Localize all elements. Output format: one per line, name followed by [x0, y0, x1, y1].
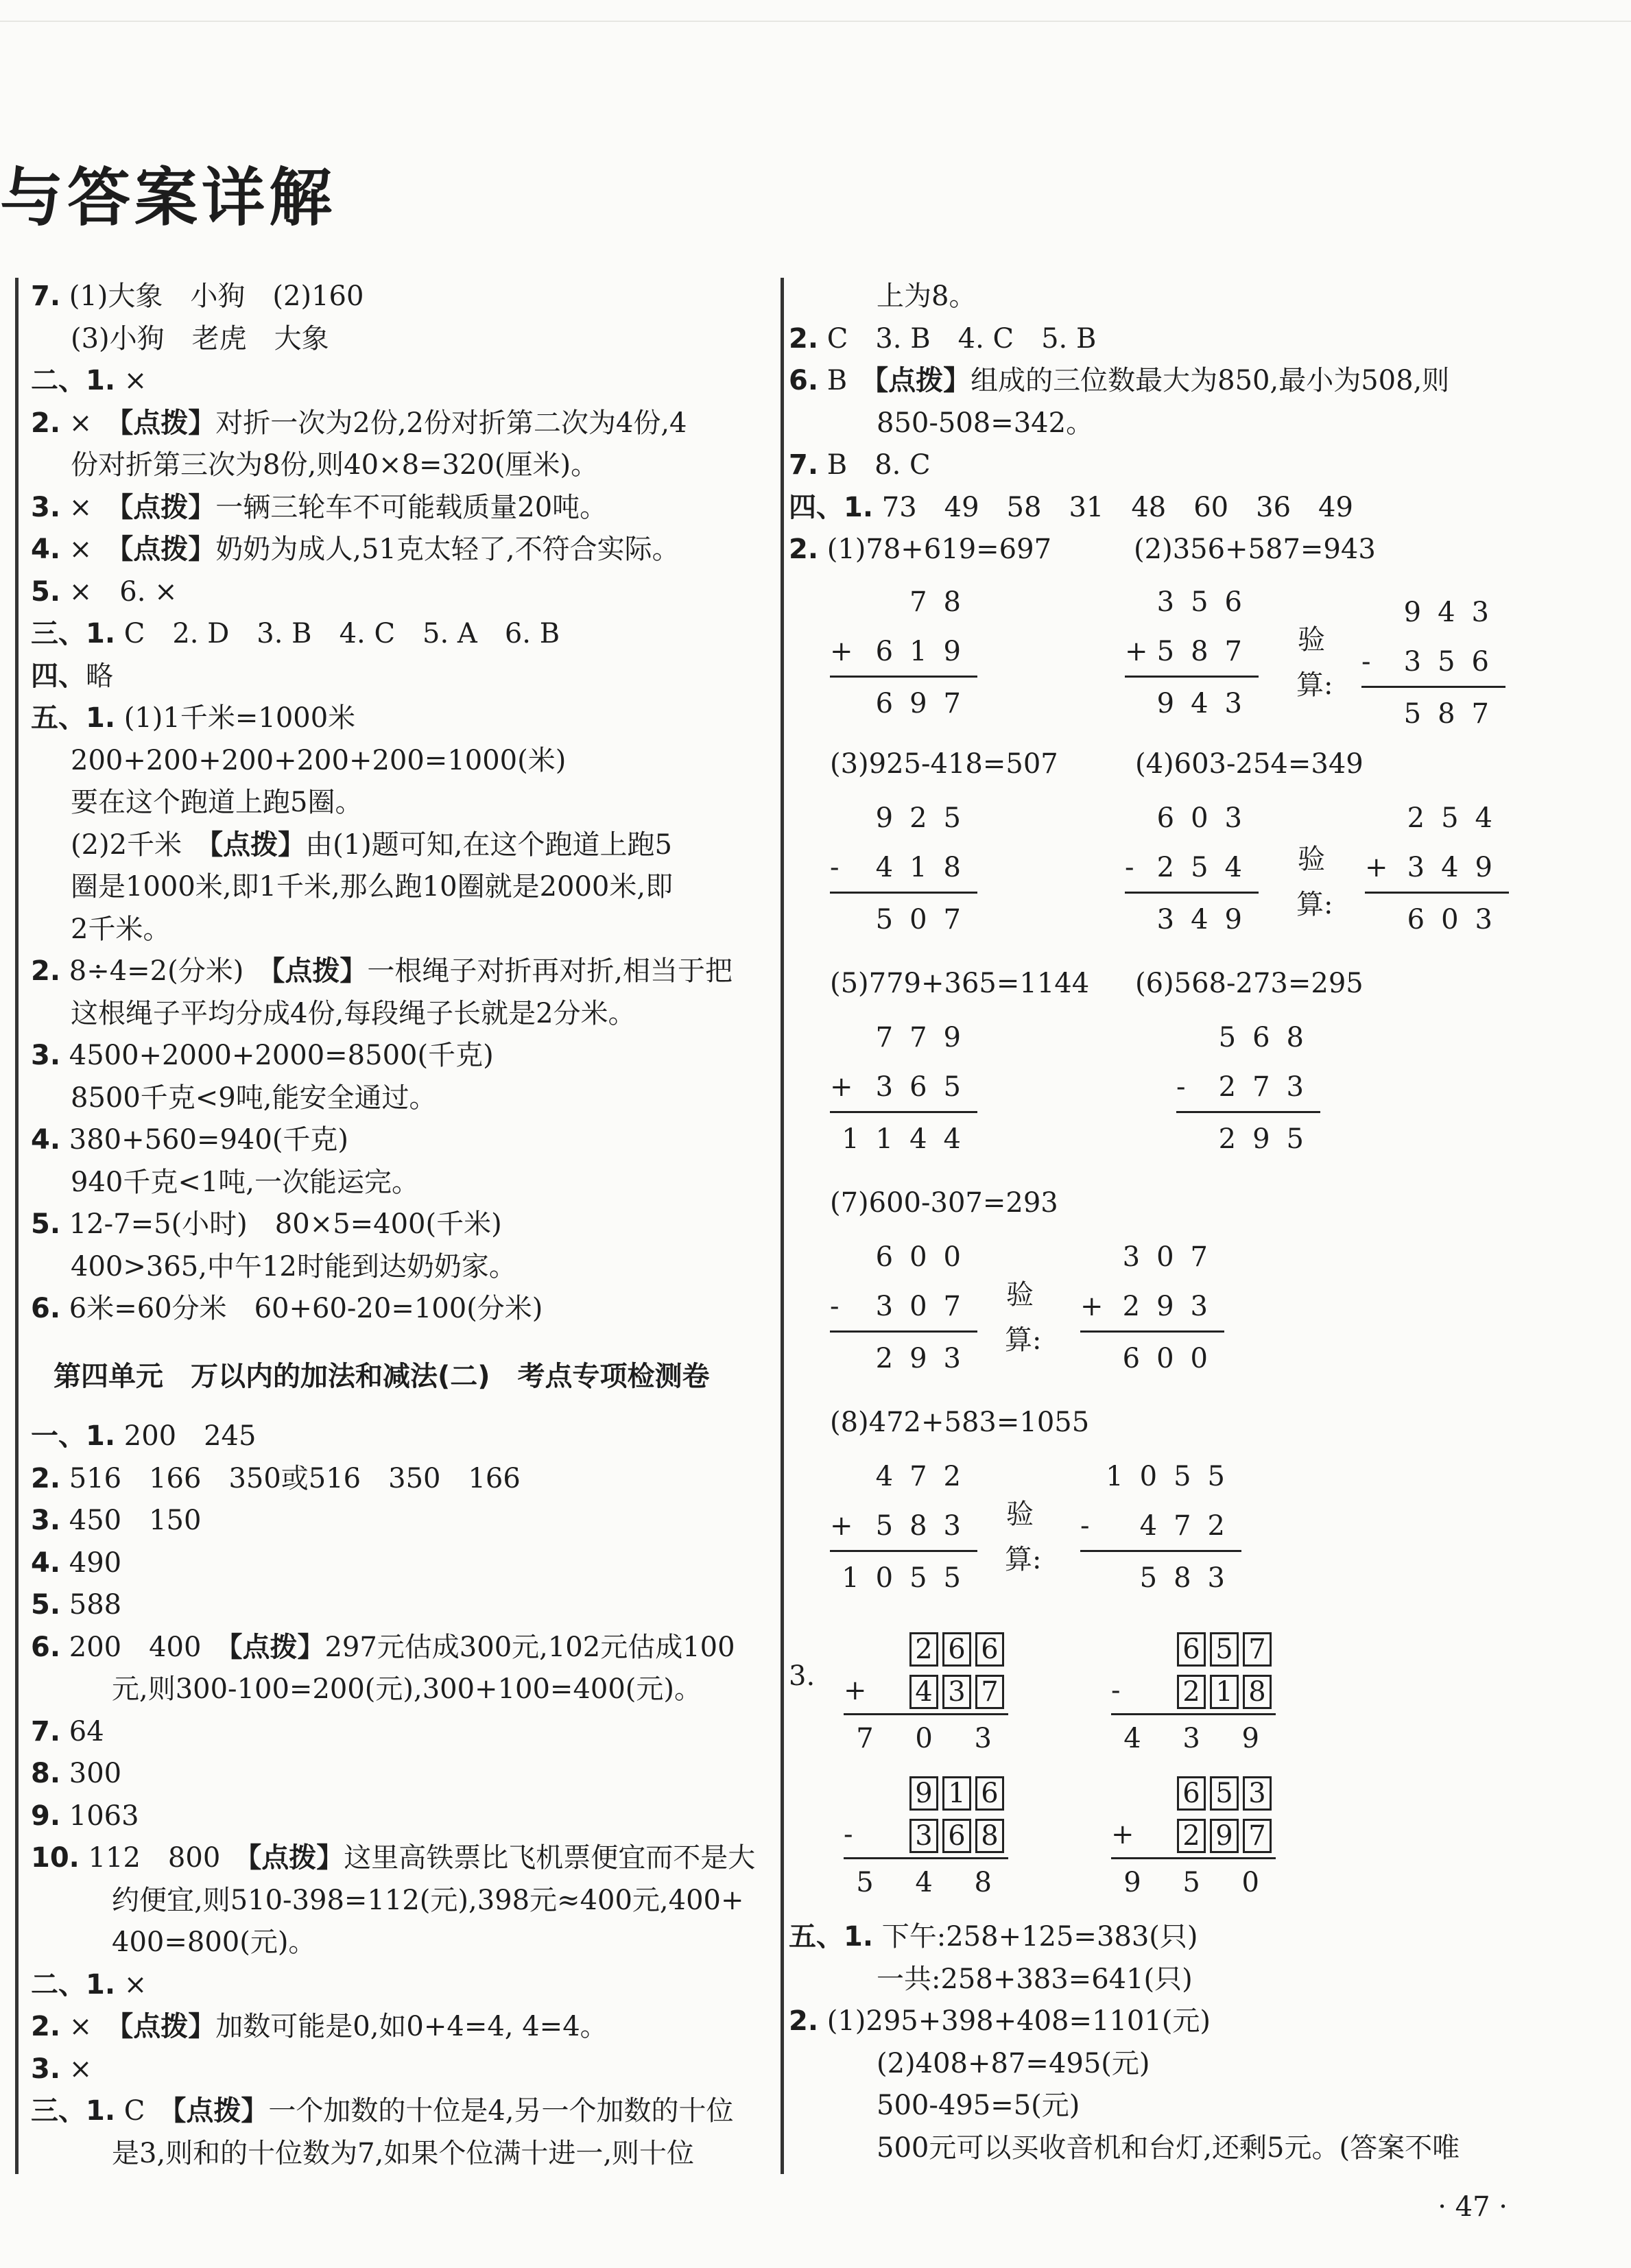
calc-result: 1055 [842, 1562, 977, 1594]
text-line: 5. 588 [31, 1589, 122, 1621]
text-line: 2. (1)295+398+408=1101(元) [789, 2005, 1211, 2037]
right-column-bar [781, 278, 784, 2174]
calc-result: 600 [1122, 1343, 1224, 1374]
check-label-4: 验 算: [1296, 844, 1333, 920]
q3-result: 9 5 0 [1123, 1867, 1276, 1898]
calc-top-number: 254 [1407, 802, 1509, 834]
calc-operator: - [1125, 852, 1134, 883]
text-line: 这根绳子平均分成4份,每段绳子长就是2分米。 [71, 997, 636, 1029]
calc-line [1176, 1111, 1320, 1113]
calc-second-number: 619 [875, 636, 977, 667]
check-label-7: 验 算: [1005, 1279, 1042, 1356]
text-line: 5. × 6. × [31, 575, 178, 608]
text-line: 份对折第三次为8份,则40×8=320(厘米)。 [71, 449, 599, 481]
calc-4 [1125, 802, 1259, 946]
calc-line [1125, 892, 1259, 894]
digit-box: 6 [942, 1819, 971, 1853]
calc-operator: - [1080, 1510, 1090, 1542]
text-line: 6. 6米=60分米 60+60-20=100(分米) [31, 1293, 543, 1324]
digit-box: 1 [1210, 1675, 1239, 1709]
calc-2 [1125, 586, 1259, 730]
text-line: 要在这个跑道上跑5圈。 [71, 787, 363, 818]
calc-second-number: 273 [1218, 1071, 1320, 1103]
calc-result: 349 [1156, 904, 1259, 935]
digit-box: 6 [1177, 1632, 1206, 1667]
calc-line [1361, 686, 1505, 688]
text-line: 圈是1000米,即1千米,那么跑10圈就是2000米,即 [71, 871, 674, 903]
text-line: 二、1. × [31, 1968, 147, 2001]
calc-second-number: 587 [1156, 636, 1259, 667]
q3-puzzle [1111, 1632, 1276, 1769]
calc-line [830, 676, 977, 678]
top-rule [0, 21, 1631, 22]
text-line: 四、1. 73 49 58 31 48 60 36 49 [789, 491, 1353, 523]
q3-label: 3. [789, 1660, 816, 1692]
calc-operator: + [830, 1071, 853, 1103]
calc-line [1080, 1550, 1241, 1552]
digit-box: 6 [975, 1776, 1004, 1811]
check-label-8: 验 算: [1005, 1499, 1042, 1575]
q3-operator: + [844, 1675, 867, 1706]
calc-line [830, 1550, 977, 1552]
digit-box: 7 [975, 1675, 1004, 1709]
text-line: 6. 200 400 【点拨】297元估成300元,102元估成100 [31, 1631, 735, 1663]
q3-operator: - [844, 1819, 853, 1850]
text-line: 2. 8÷4=2(分米) 【点拨】一根绳子对折再对折,相当于把 [31, 955, 733, 987]
calc-result: 293 [875, 1343, 977, 1374]
text-line: 400>365,中午12时能到达奶奶家。 [71, 1250, 516, 1282]
calc-line [830, 1330, 977, 1333]
calc-line [1125, 676, 1259, 678]
text-line: 三、1. C 2. D 3. B 4. C 5. A 6. B [31, 618, 560, 649]
calc-operator: + [1365, 852, 1388, 883]
calc-result: 295 [1218, 1123, 1320, 1155]
calc-line [1365, 892, 1509, 894]
calc-result: 697 [875, 688, 977, 719]
eq8: (8)472+583=1055 [830, 1407, 1090, 1438]
text-line: 2. 516 166 350或516 350 166 [31, 1462, 521, 1494]
calc-top-number: 603 [1156, 802, 1259, 834]
text-line: 2. (1)78+619=697 (2)356+587=943 [789, 534, 1376, 565]
q3-line [1111, 1713, 1276, 1715]
eq7: (7)600-307=293 [830, 1187, 1058, 1219]
q3-operator: - [1111, 1675, 1121, 1706]
q3-result: 5 4 8 [856, 1867, 1008, 1898]
text-line: 上为8。 [877, 280, 977, 312]
text-line: 2千米。 [71, 913, 171, 945]
check-label-2: 验 算: [1296, 624, 1333, 701]
text-line: 6. B 【点拨】组成的三位数最大为850,最小为508,则 [789, 365, 1450, 396]
text-line: 3. × [31, 2053, 93, 2085]
calc-5 [830, 1022, 977, 1166]
calc-second-number: 349 [1407, 852, 1509, 883]
calc-second-number: 365 [875, 1071, 977, 1103]
calc-top-number: 925 [875, 802, 977, 834]
calc-second-number: 583 [875, 1510, 977, 1542]
digit-box: 6 [942, 1632, 971, 1667]
digit-box: 2 [909, 1632, 938, 1667]
digit-box: 2 [1177, 1675, 1206, 1709]
text-line: 3. 4500+2000+2000=8500(千克) [31, 1040, 494, 1071]
calc-7-verify [1080, 1241, 1224, 1385]
digit-box: 7 [1243, 1819, 1272, 1853]
text-line: 500-495=5(元) [877, 2090, 1080, 2121]
text-line: 8. 300 [31, 1758, 122, 1789]
text-line: 7. (1)大象 小狗 (2)160 [31, 280, 364, 312]
q3-operator: + [1111, 1819, 1134, 1850]
calc-top-number: 600 [875, 1241, 977, 1273]
q3-line [844, 1713, 1008, 1715]
text-line: 8500千克<9吨,能安全通过。 [71, 1082, 437, 1114]
text-line: 五、1. 下午:258+125=383(只) [789, 1921, 1198, 1953]
calc-operator: + [830, 1510, 853, 1542]
unit4-heading: 第四单元 万以内的加法和减法(二) 考点专项检测卷 [53, 1361, 710, 1392]
text-line: 940千克<1吨,一次能运完。 [71, 1166, 420, 1198]
calc-second-number: 254 [1156, 852, 1259, 883]
calc-3 [830, 802, 977, 946]
digit-box: 9 [1210, 1819, 1239, 1853]
eq3: (3)925-418=507 [830, 748, 1058, 780]
q3-puzzle [844, 1776, 1008, 1913]
text-line: 是3,则和的十位数为7,如果个位满十进一,则十位 [112, 2137, 695, 2169]
text-line: 元,则300-100=200(元),300+100=400(元)。 [112, 1673, 702, 1705]
q3-line [844, 1857, 1008, 1859]
digit-box: 8 [975, 1819, 1004, 1853]
calc-line [1080, 1330, 1224, 1333]
calc-operator: - [830, 1291, 840, 1322]
text-line: 五、1. (1)1千米=1000米 [31, 702, 356, 734]
digit-box: 5 [1210, 1776, 1239, 1811]
text-line: 四、略 [31, 660, 113, 692]
calc-second-number: 418 [875, 852, 977, 883]
eq6: (6)568-273=295 [1135, 968, 1364, 999]
digit-box: 6 [1177, 1776, 1206, 1811]
calc-top-number: 779 [875, 1022, 977, 1053]
digit-box: 4 [909, 1675, 938, 1709]
q3-result: 4 3 9 [1123, 1723, 1276, 1754]
digit-box: 8 [1243, 1675, 1272, 1709]
text-line: 4. 380+560=940(千克) [31, 1124, 349, 1156]
left-column-bar [15, 278, 19, 2174]
text-line: 2. × 【点拨】对折一次为2份,2份对折第二次为4份,4 [31, 407, 687, 439]
calc-result: 507 [875, 904, 977, 935]
calc-result: 1144 [842, 1123, 977, 1155]
calc-operator: + [1080, 1291, 1104, 1322]
calc-top-number: 1055 [1106, 1461, 1241, 1492]
digit-box: 5 [1210, 1632, 1239, 1667]
calc-line [830, 892, 977, 894]
calc-top-number: 356 [1156, 586, 1259, 618]
calc-result: 583 [1139, 1562, 1241, 1594]
page-number: · 47 · [1438, 2191, 1508, 2223]
calc-operator: - [830, 852, 840, 883]
text-line: (3)小狗 老虎 大象 [71, 322, 329, 355]
calc-second-number: 356 [1403, 646, 1505, 678]
calc-top-number: 307 [1122, 1241, 1224, 1273]
q3-result: 7 0 3 [856, 1723, 1008, 1754]
text-line: (2)408+87=495(元) [877, 2047, 1150, 2079]
calc-second-number: 293 [1122, 1291, 1224, 1322]
text-line: 400=800(元)。 [112, 1926, 316, 1958]
text-line: 5. 12-7=5(小时) 80×5=400(千米) [31, 1208, 502, 1240]
digit-box: 1 [942, 1776, 971, 1811]
text-line: 4. × 【点拨】奶奶为成人,51克太轻了,不符合实际。 [31, 534, 680, 565]
text-line: 一共:258+383=641(只) [877, 1963, 1193, 1995]
text-line: 2. C 3. B 4. C 5. B [789, 322, 1097, 355]
calc-result: 943 [1156, 688, 1259, 719]
calc-operator: - [1176, 1071, 1186, 1103]
text-line: 约便宜,则510-398=112(元),398元≈400元,400+ [112, 1884, 744, 1916]
q3-puzzle [844, 1632, 1008, 1769]
digit-box: 3 [909, 1819, 938, 1853]
text-line: 一、1. 200 245 [31, 1420, 257, 1452]
calc-second-number: 472 [1139, 1510, 1241, 1542]
text-line: 200+200+200+200+200=1000(米) [71, 744, 567, 776]
text-line: 3. × 【点拨】一辆三轮车不可能载质量20吨。 [31, 491, 608, 523]
calc-2-verify [1361, 597, 1505, 741]
calc-operator: - [1361, 646, 1371, 678]
calc-operator: + [830, 636, 853, 667]
calc-line [830, 1111, 977, 1113]
text-line: 7. B 8. C [789, 449, 931, 481]
text-line: 3. 450 150 [31, 1505, 202, 1536]
calc-4-verify [1365, 802, 1509, 946]
calc-result: 603 [1407, 904, 1509, 935]
eq5: (5)779+365=1144 [830, 968, 1090, 999]
calc-8-verify [1080, 1461, 1241, 1605]
text-line: 2. × 【点拨】加数可能是0,如0+4=4, 4=4。 [31, 2011, 608, 2042]
calc-result: 587 [1403, 698, 1505, 730]
calc-7 [830, 1241, 977, 1385]
text-line: 10. 112 800 【点拨】这里高铁票比飞机票便宜而不是大 [31, 1842, 756, 1874]
digit-box: 3 [1243, 1776, 1272, 1811]
eq4: (4)603-254=349 [1135, 748, 1364, 780]
calc-second-number: 307 [875, 1291, 977, 1322]
calc-top-number: 78 [909, 586, 977, 618]
calc-top-number: 472 [875, 1461, 977, 1492]
text-line: 500元可以买收音机和台灯,还剩5元。(答案不唯 [877, 2132, 1460, 2164]
calc-1 [830, 586, 977, 730]
page-title: 与答案详解 [0, 161, 337, 235]
calc-6 [1176, 1022, 1320, 1166]
text-line: 二、1. × [31, 365, 147, 396]
text-line: 7. 64 [31, 1715, 104, 1747]
digit-box: 7 [1243, 1632, 1272, 1667]
q3-line [1111, 1857, 1276, 1859]
calc-top-number: 568 [1218, 1022, 1320, 1053]
digit-box: 9 [909, 1776, 938, 1811]
q3-puzzle [1111, 1776, 1276, 1913]
text-line: (2)2千米 【点拨】由(1)题可知,在这个跑道上跑5 [71, 828, 672, 861]
digit-box: 3 [942, 1675, 971, 1709]
text-line: 4. 490 [31, 1547, 122, 1579]
calc-8 [830, 1461, 977, 1605]
text-line: 850-508=342。 [877, 407, 1094, 439]
calc-top-number: 943 [1403, 597, 1505, 628]
text-line: 9. 1063 [31, 1800, 139, 1832]
digit-box: 2 [1177, 1819, 1206, 1853]
text-line: 三、1. C 【点拨】一个加数的十位是4,另一个加数的十位 [31, 2095, 734, 2127]
calc-operator: + [1125, 636, 1148, 667]
digit-box: 6 [975, 1632, 1004, 1667]
